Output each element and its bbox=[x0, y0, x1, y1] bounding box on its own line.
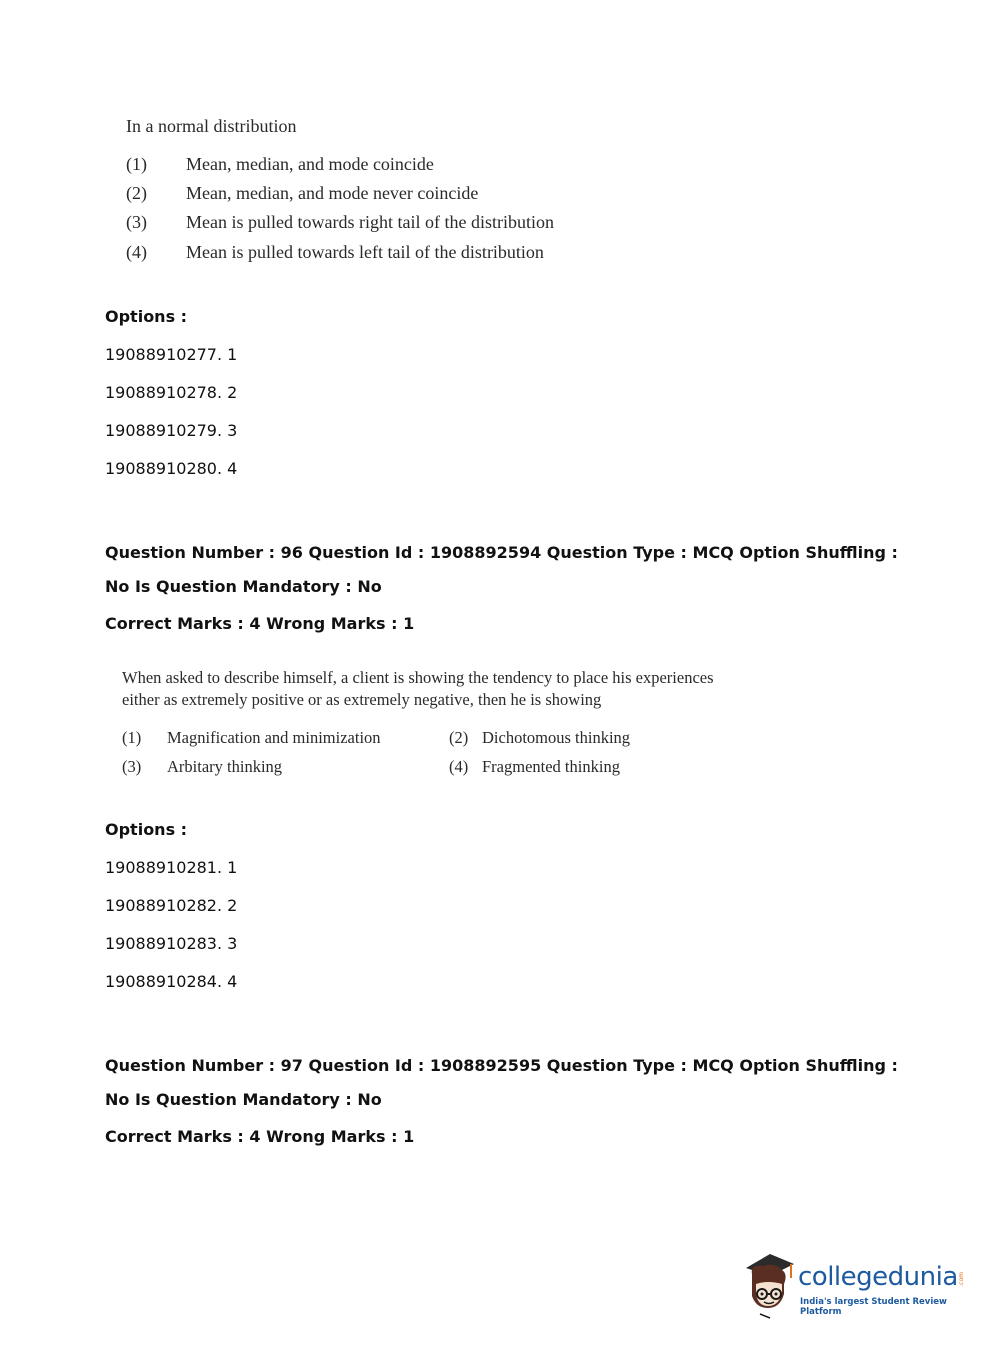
question-stem: When asked to describe himself, a client is showing the tendency to place his experiences either as extremely positive or as extremely negative, then he is showing bbox=[122, 668, 714, 709]
choice-item bbox=[122, 757, 282, 777]
question-meta: Question Number : 97 Question Id : 1908892595 Question Type : MCQ Option Shuffling : No Is Question Mandatory : No bbox=[105, 1056, 898, 1109]
question-meta: Question Number : 96 Question Id : 1908892594 Question Type : MCQ Option Shuffling : No Is Question Mandatory : No bbox=[105, 543, 898, 596]
logo-wordmark: collegedunia bbox=[798, 1262, 958, 1292]
option-line: 19088910281. 1 bbox=[105, 858, 238, 877]
choice-text: Dichotomous thinking bbox=[482, 728, 631, 747]
option-line: 19088910284. 4 bbox=[105, 972, 238, 991]
choice-text: Mean, median, and mode coincide bbox=[186, 154, 434, 174]
option-line: 19088910279. 3 bbox=[105, 421, 238, 440]
choice-number: (2) bbox=[449, 728, 469, 747]
choice-item bbox=[122, 728, 381, 748]
choice-text: Mean is pulled towards right tail of the distribution bbox=[186, 212, 554, 232]
mascot-icon bbox=[740, 1250, 800, 1320]
choice-item bbox=[449, 728, 630, 748]
option-line: 19088910277. 1 bbox=[105, 345, 238, 364]
choice-text: Mean, median, and mode never coincide bbox=[186, 183, 479, 203]
collegedunia-logo bbox=[740, 1250, 965, 1320]
choice-item bbox=[126, 242, 544, 263]
choice-number: (4) bbox=[126, 242, 147, 262]
choice-item bbox=[126, 154, 434, 175]
options-label: Options : bbox=[105, 307, 188, 326]
choice-text: Magnification and minimization bbox=[167, 728, 381, 747]
choice-item bbox=[126, 183, 478, 204]
question-stem: In a normal distribution bbox=[126, 116, 297, 136]
question-marks: Correct Marks : 4 Wrong Marks : 1 bbox=[105, 614, 415, 633]
choice-item bbox=[126, 212, 554, 233]
choice-text: Arbitary thinking bbox=[167, 757, 283, 776]
choice-number: (4) bbox=[449, 757, 469, 776]
option-line: 19088910282. 2 bbox=[105, 896, 238, 915]
choice-number: (1) bbox=[126, 154, 147, 174]
choice-text: Fragmented thinking bbox=[482, 757, 620, 776]
question-marks: Correct Marks : 4 Wrong Marks : 1 bbox=[105, 1127, 415, 1146]
option-line: 19088910283. 3 bbox=[105, 934, 238, 953]
option-line: 19088910278. 2 bbox=[105, 383, 238, 402]
choice-number: (3) bbox=[126, 212, 147, 232]
choice-text: Mean is pulled towards left tail of the distribution bbox=[186, 242, 544, 262]
logo-suffix: .com bbox=[958, 1272, 965, 1287]
options-label: Options : bbox=[105, 820, 188, 839]
choice-item bbox=[449, 757, 620, 777]
option-line: 19088910280. 4 bbox=[105, 459, 238, 478]
choice-number: (3) bbox=[122, 757, 142, 776]
choice-number: (1) bbox=[122, 728, 142, 747]
logo-tagline: India's largest Student Review Platform bbox=[800, 1297, 947, 1317]
choice-number: (2) bbox=[126, 183, 147, 203]
